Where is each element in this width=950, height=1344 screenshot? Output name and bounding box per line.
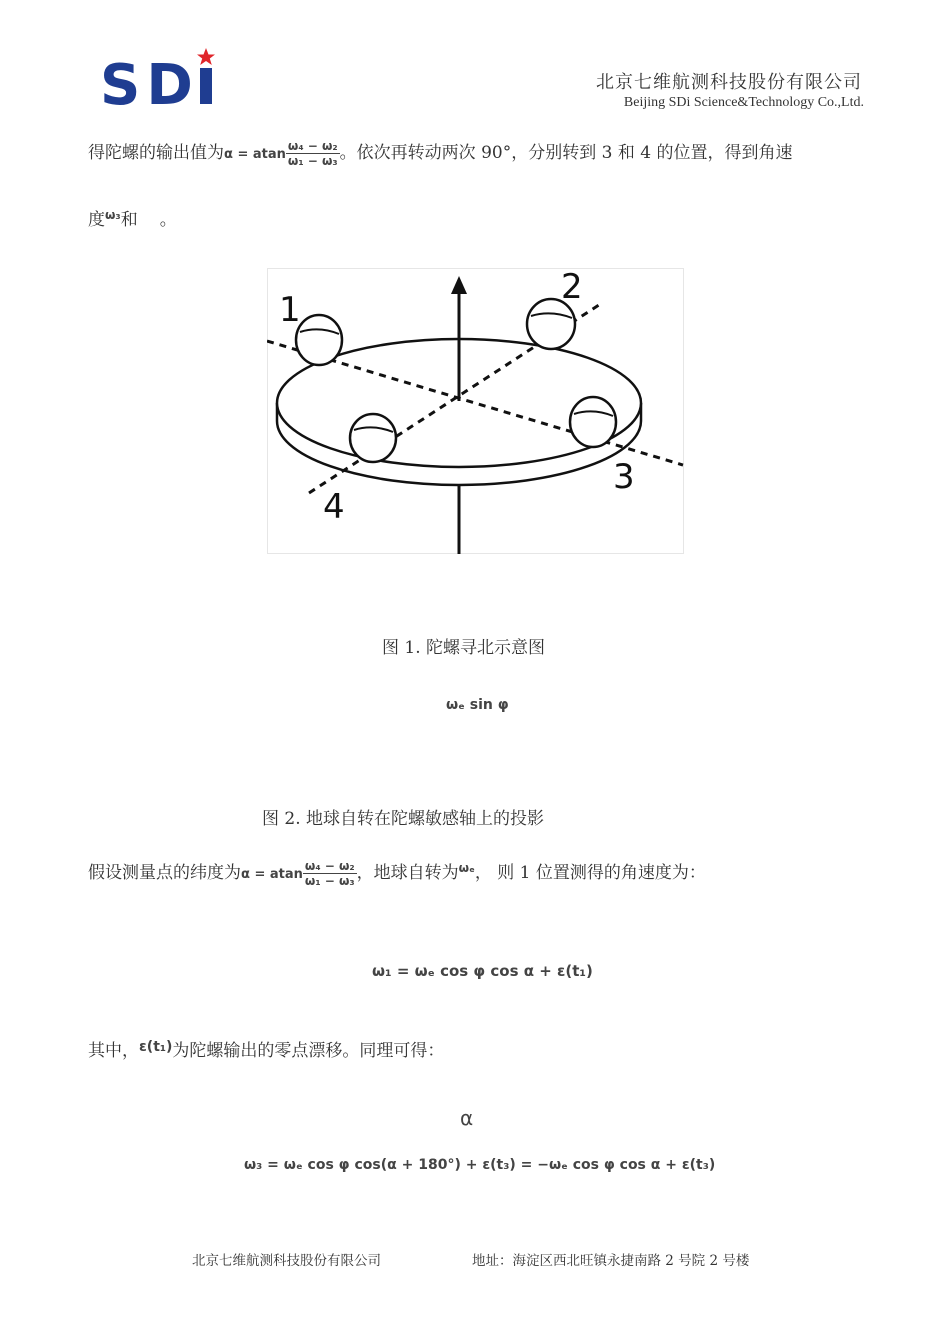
para2-mid: ，地球自转为	[356, 863, 459, 883]
formula2-numerator: ω₄ − ω₂	[304, 858, 355, 873]
alpha-formula-2	[241, 858, 357, 888]
svg-text:SD: SD	[100, 53, 199, 110]
formula2-lhs: α = atan	[241, 867, 303, 882]
paragraph-1-line-2	[88, 205, 177, 230]
formula-numerator: ω₄ − ω₂	[287, 138, 338, 153]
equation-omega-3: ω₃ = ωₑ cos φ cos(α + 180°) + ε(t₃) = −ωₑ cos φ cos α + ε(t₃)	[244, 1157, 716, 1173]
position-label-2: 2	[561, 268, 583, 307]
paragraph-1-line-1	[88, 138, 792, 168]
omega3-symbol: ω₃	[105, 208, 121, 222]
para1-line2-mid: 和	[120, 210, 138, 230]
formula-denominator: ω₁ − ω₃	[287, 153, 338, 168]
figure-1-caption: 图 1. 陀螺寻北示意图	[382, 638, 546, 658]
paragraph-3	[88, 1036, 444, 1061]
para2-suffix: ， 则 1 位置测得的角速度为：	[474, 863, 706, 883]
position-label-3: 3	[613, 457, 635, 497]
company-name-cn: 北京七维航测科技股份有限公司	[596, 72, 862, 93]
para2-prefix: 假设测量点的纬度为	[88, 863, 241, 883]
gyro-north-finding-diagram	[267, 268, 684, 554]
earth-rotation-formula: ωₑ sin φ	[446, 697, 509, 713]
paragraph-2	[88, 858, 706, 888]
formula2-fraction	[303, 859, 357, 888]
para1-line2-end: 。	[159, 210, 177, 230]
footer-address: 地址：海淀区西北旺镇永捷南路 2 号院 2 号楼	[472, 1253, 750, 1269]
gyro-1	[296, 315, 342, 365]
gyro-4	[350, 414, 396, 462]
position-label-1: 1	[279, 290, 301, 330]
gyro-3	[570, 397, 616, 447]
para1-suffix: 。依次再转动两次 90°，分别转到 3 和 4 的位置，得到角速	[339, 143, 793, 163]
sdi-logo	[100, 46, 230, 110]
alpha-formula	[224, 138, 340, 168]
footer-company: 北京七维航测科技股份有限公司	[192, 1253, 381, 1269]
position-label-4: 4	[323, 487, 345, 527]
para3-prefix: 其中，	[88, 1041, 139, 1061]
drift-symbol: ε(t₁)	[139, 1039, 173, 1055]
figure-2-caption: 图 2. 地球自转在陀螺敏感轴上的投影	[262, 809, 545, 829]
formula-lhs: α = atan	[224, 147, 286, 162]
equation-omega-1: ω₁ = ωₑ cos φ cos α + ε(t₁)	[372, 962, 593, 980]
company-name-en: Beijing SDi Science&Technology Co.,Ltd.	[623, 95, 864, 110]
formula2-denominator: ω₁ − ω₃	[304, 873, 355, 888]
para3-suffix: 为陀螺输出的零点漂移。同理可得：	[172, 1041, 445, 1061]
omega-e-symbol: ωₑ	[458, 861, 475, 875]
alpha-symbol: α	[460, 1106, 474, 1130]
para1-line2-prefix: 度	[88, 210, 105, 230]
para1-prefix: 得陀螺的输出值为	[88, 143, 224, 163]
formula-fraction	[286, 139, 340, 168]
